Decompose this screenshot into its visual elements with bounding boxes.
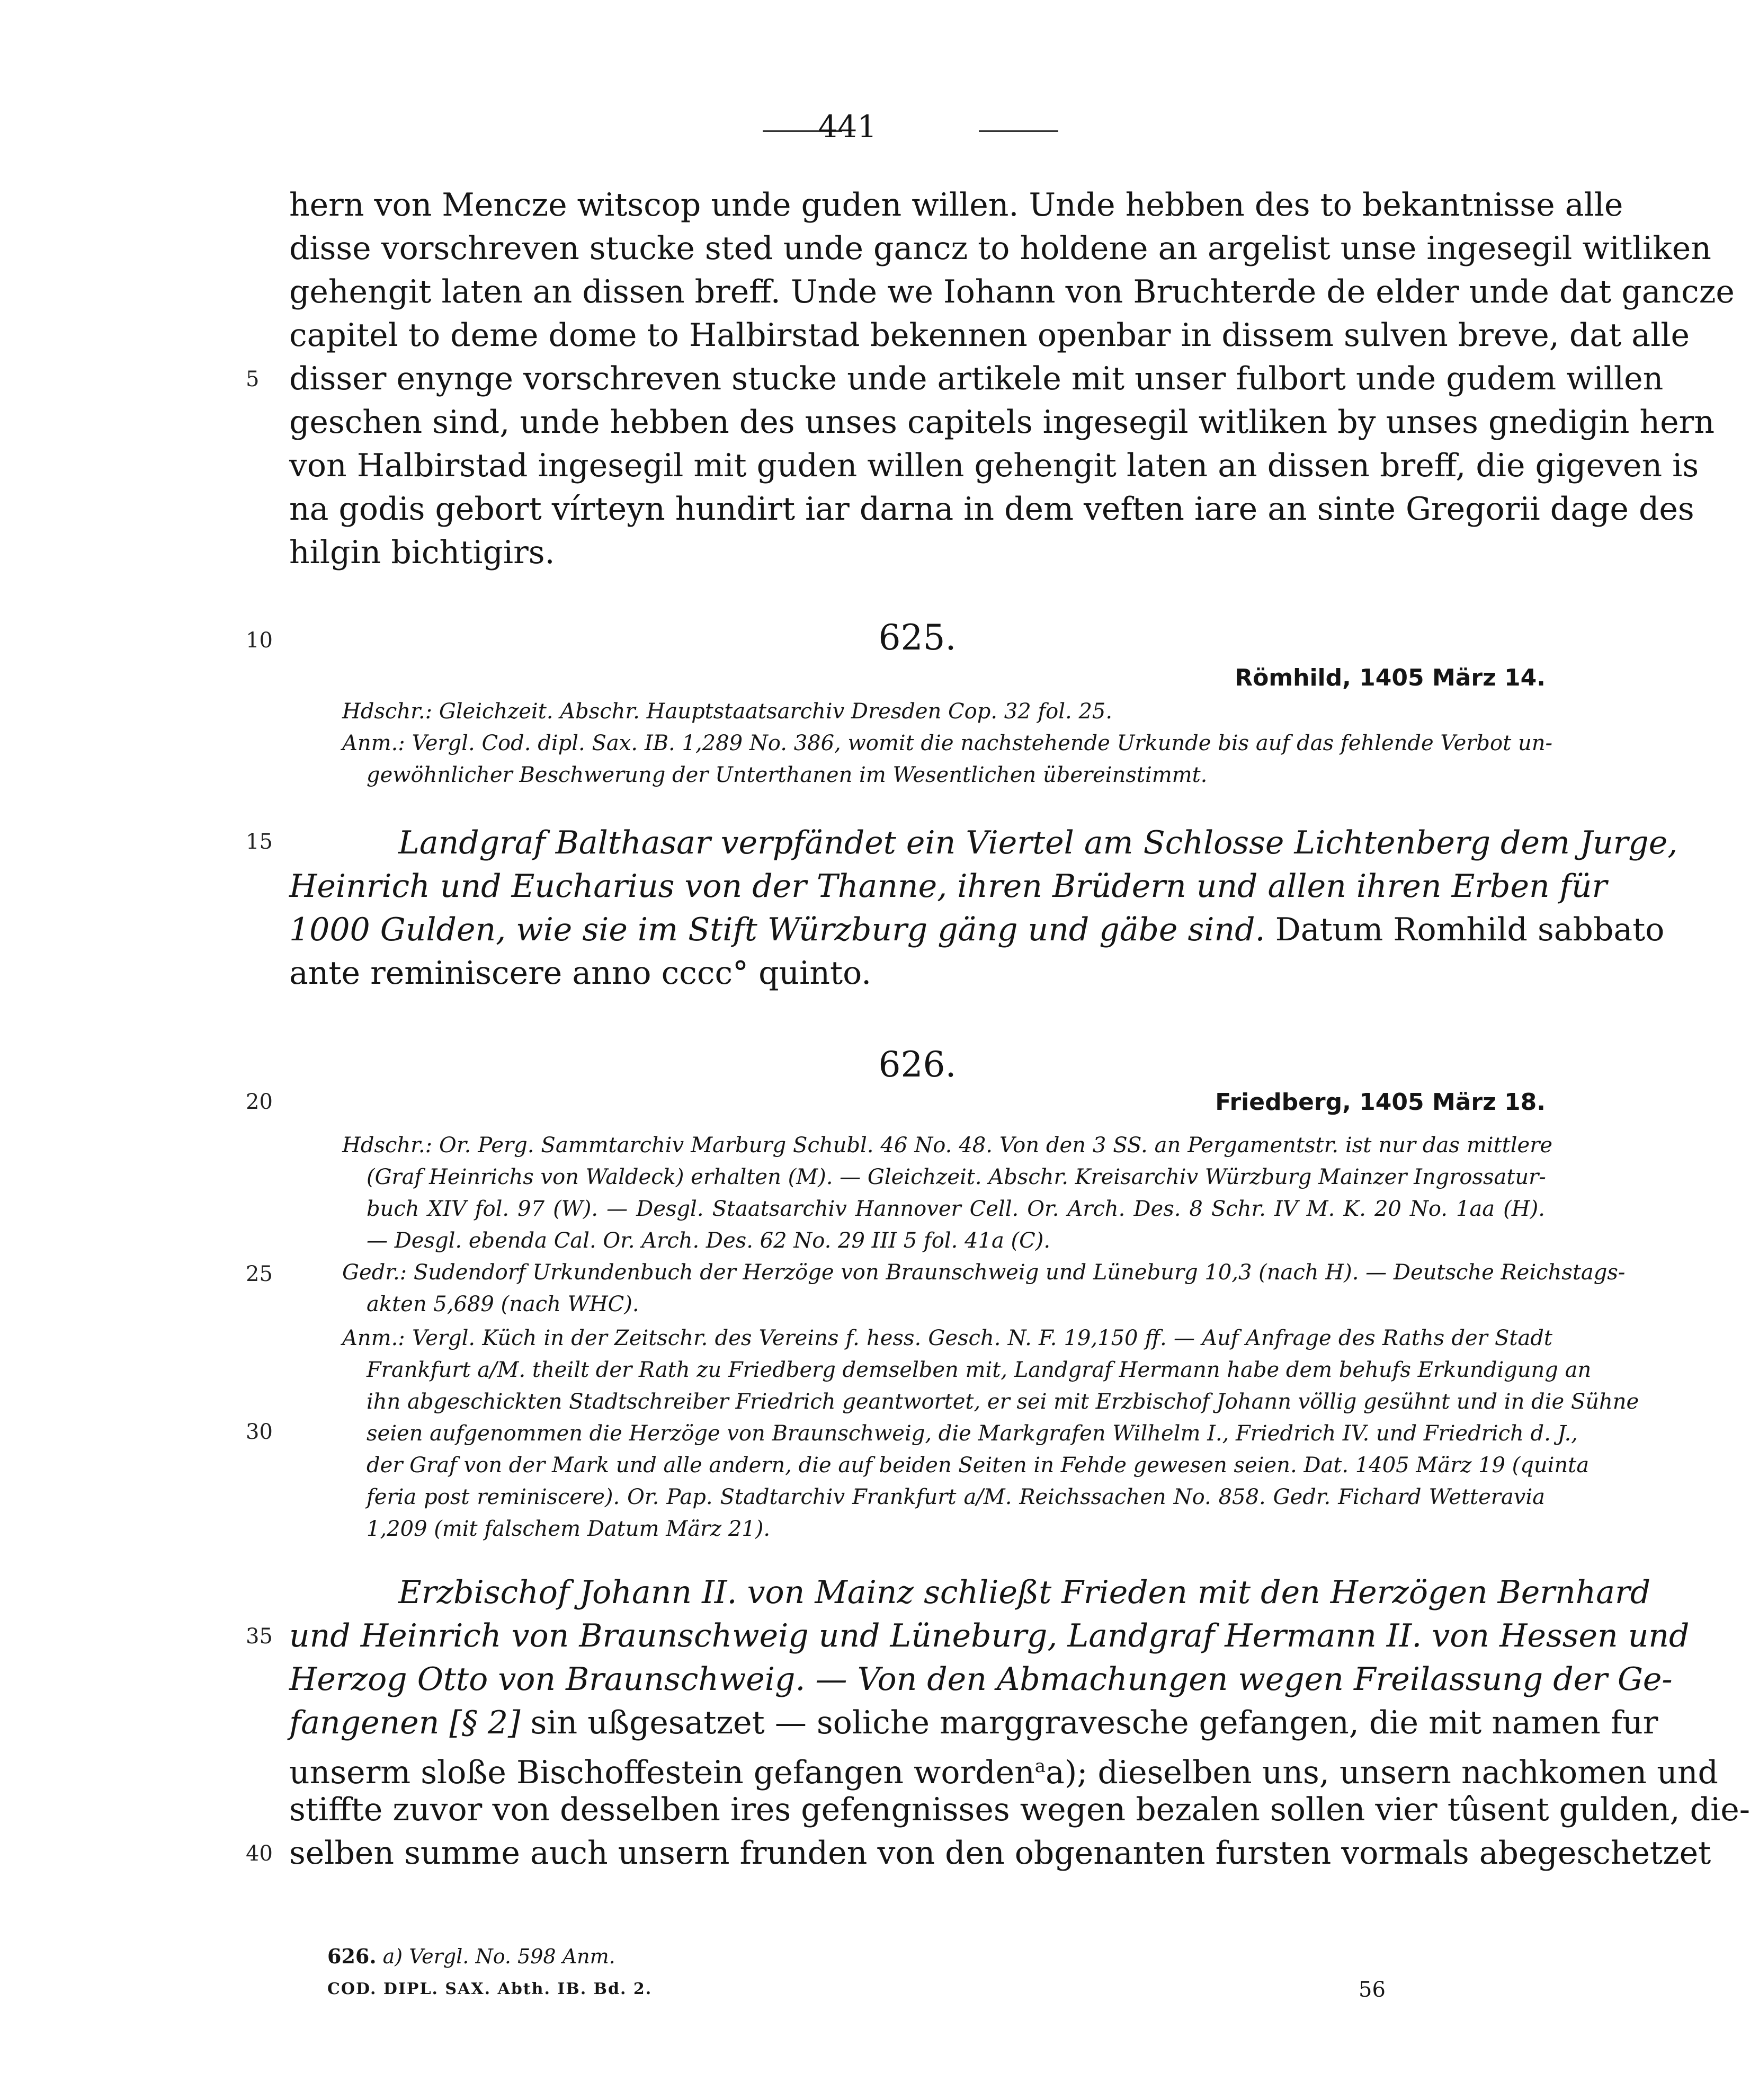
line-number: 20 [246, 1090, 273, 1114]
body-line: gehengit laten an dissen breff. Unde we Iohann von Bruchterde de elder unde dat gancze [289, 273, 1735, 310]
document-number-626: 626. [878, 1044, 957, 1085]
line-number: 5 [246, 367, 260, 391]
regest-line: Heinrich und Eucharius von der Thanne, ihren Brüdern und allen ihren Erben für [289, 868, 1608, 905]
text-segment: unserm sloße Bischoffestein gefangen worden [289, 1754, 1035, 1791]
regest-line: und Heinrich von Braunschweig und Lüneburg, Landgraf Hermann II. von Hessen und [289, 1617, 1690, 1654]
note-line: Hdschr.: Gleichzeit. Abschr. Hauptstaatsarchiv Dresden Cop. 32 fol. 25. [342, 699, 1113, 724]
note-line: buch XIV fol. 97 (W). — Desgl. Staatsarchiv Hannover Cell. Or. Arch. Des. 8 Schr. IV M. K. 20 No. 1aa (H). [367, 1197, 1545, 1221]
line-number: 25 [246, 1262, 273, 1286]
body-line: capitel to deme dome to Halbirstad bekennen openbar in dissem sulven breve, dat alle [289, 317, 1690, 354]
note-line: Anm.: Vergl. Küch in der Zeitschr. des Vereins f. hess. Gesch. N. F. 19,150 ff. — Auf Anfrage des Raths der Stadt [342, 1326, 1552, 1350]
line-number: 40 [246, 1841, 273, 1866]
body-line: disser enynge vorschreven stucke unde artikele mit unser fulbort unde gudem willen [289, 360, 1664, 397]
note-line: Gedr.: Sudendorf Urkundenbuch der Herzöge von Braunschweig und Lüneburg 10,3 (nach H). — Deutsche Reichstags- [342, 1260, 1626, 1285]
note-line: feria post reminiscere). Or. Pap. Stadtarchiv Frankfurt a/M. Reichssachen No. 858. Gedr. Fichard Wetteravia [367, 1485, 1545, 1509]
note-line: gewöhnlicher Beschwerung der Unterthanen im Wesentlichen übereinstimmt. [367, 763, 1208, 787]
note-line: akten 5,689 (nach WHC). [367, 1292, 639, 1316]
header-rule-right [979, 130, 1058, 132]
note-line: Frankfurt a/M. theilt der Rath zu Friedberg demselben mit, Landgraf Hermann habe dem behufs Erkundigung an [367, 1358, 1592, 1382]
dating-text: Datum Romhild sabbato [1265, 911, 1665, 948]
regest-text: 1000 Gulden, wie sie im Stift Würzburg gäng und gäbe sind. [289, 911, 1265, 948]
note-line: seien aufgenommen die Herzöge von Braunschweig, die Markgrafen Wilhelm I., Friedrich IV. und Friedrich d. J., [367, 1421, 1578, 1446]
body-line: von Halbirstad ingesegil mit guden willen gehengit laten an dissen breff, die gigeven is [289, 447, 1699, 484]
body-line-mixed [289, 1745, 1718, 1794]
footnote [327, 1944, 615, 1968]
body-line: disse vorschreven stucke sted unde gancz to holdene an argelist unse ingesegil witliken [289, 230, 1711, 267]
body-line: hilgin bichtigirs. [289, 534, 555, 571]
sheet-number: 56 [1359, 1978, 1386, 2002]
note-line: — Desgl. ebenda Cal. Or. Arch. Des. 62 No. 29 III 5 fol. 41a (C). [367, 1229, 1051, 1253]
body-line: ante reminiscere anno cccc° quinto. [289, 955, 872, 992]
regest-line: Erzbischof Johann II. von Mainz schließt Frieden mit den Herzögen Bernhard [398, 1574, 1651, 1611]
document-number-625: 625. [878, 617, 957, 658]
line-number: 10 [246, 628, 273, 653]
imprint: COD. DIPL. SAX. Abth. IB. Bd. 2. [327, 1980, 653, 1998]
footnote-text: a) Vergl. No. 598 Anm. [382, 1945, 615, 1968]
body-line: selben summe auch unsern frunden von den obgenanten fursten vormals abegeschetzet [289, 1835, 1711, 1872]
body-line: geschen sind, unde hebben des unses capitels ingesegil witliken by unses gnedigin hern [289, 404, 1715, 441]
footnote-mark: a [1034, 1756, 1046, 1777]
place-date-626: Friedberg, 1405 März 18. [1215, 1089, 1546, 1116]
body-line: hern von Mencze witscop unde guden willen. Unde hebben des to bekantnisse alle [289, 186, 1623, 224]
body-line: na godis gebort vı́rteyn hundirt iar darna in dem veften iare an sinte Gregorii dage des [289, 491, 1694, 528]
line-number: 35 [246, 1624, 273, 1649]
body-line: stiffte zuvor von desselben ires gefengnisses wegen bezalen sollen vier tûsent gulden, die- [289, 1791, 1750, 1828]
regest-line: Landgraf Balthasar verpfändet ein Viertel am Schlosse Lichtenberg dem Jurge, [398, 824, 1678, 861]
note-line: (Graf Heinrichs von Waldeck) erhalten (M). — Gleichzeit. Abschr. Kreisarchiv Würzburg Mainzer Ingrossatur- [367, 1165, 1546, 1189]
note-line: der Graf von der Mark und alle andern, die auf beiden Seiten in Fehde gewesen seien. Dat. 1405 März 19 (quinta [367, 1453, 1590, 1478]
note-line: Hdschr.: Or. Perg. Sammtarchiv Marburg Schubl. 46 No. 48. Von den 3 SS. an Pergamentstr. ist nur das mittlere [342, 1133, 1552, 1158]
regest-line-mixed [289, 909, 1665, 951]
page-number: 441 [818, 109, 877, 145]
footnote-label: 626. [327, 1944, 377, 1968]
note-line: Anm.: Vergl. Cod. dipl. Sax. IB. 1,289 No. 386, womit die nachstehende Urkunde bis auf das fehlende Verbot un- [342, 731, 1552, 755]
place-date-625: Römhild, 1405 März 14. [1235, 664, 1546, 691]
line-number: 30 [246, 1420, 273, 1444]
text-segment: a); dieselben uns, unsern nachkomen und [1046, 1754, 1718, 1791]
note-line: ihn abgeschickten Stadtschreiber Friedrich geantwortet, er sei mit Erzbischof Johann völlig gesühnt und in die Sühne [367, 1390, 1639, 1414]
regest-text: fangenen [§ 2] [289, 1704, 521, 1741]
line-number: 15 [246, 830, 273, 854]
text-segment: sin ußgesatzet — soliche marggravesche gefangen, die mit namen fur [520, 1704, 1658, 1741]
body-line-mixed [289, 1702, 1658, 1744]
regest-line: Herzog Otto von Braunschweig. — Von den Abmachungen wegen Freilassung der Ge- [289, 1661, 1673, 1698]
note-line: 1,209 (mit falschem Datum März 21). [367, 1517, 771, 1541]
